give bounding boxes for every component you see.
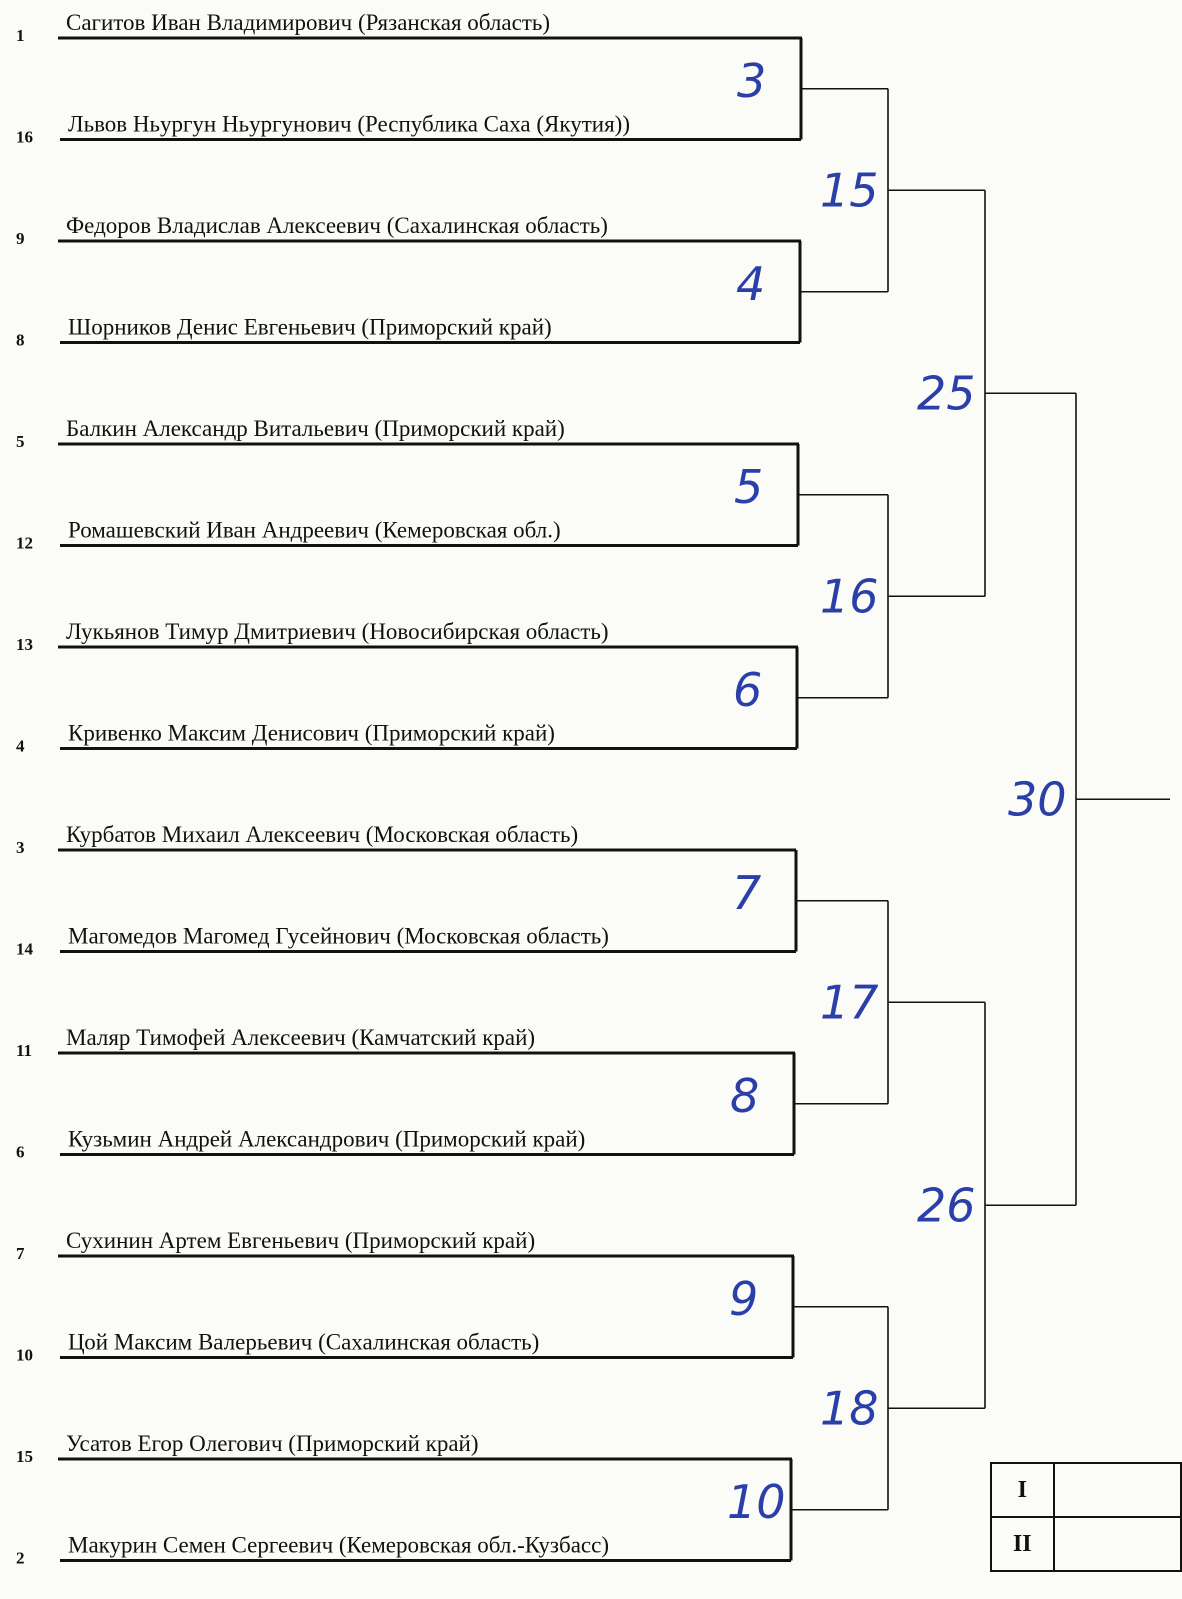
bout-number: 18 [820, 1381, 879, 1436]
participant-name: Маляр Тимофей Алексеевич (Камчатский край) [66, 1025, 536, 1050]
seed-number: 12 [16, 533, 33, 553]
participant-name: Лукьянов Тимур Дмитриевич (Новосибирская область) [66, 619, 609, 644]
participant-name: Магомедов Магомед Гусейнович (Московская область) [68, 923, 609, 949]
participant-name: Ромашевский Иван Андреевич (Кемеровская обл.) [68, 517, 561, 543]
seed-number: 10 [16, 1345, 33, 1365]
bout-number: 15 [820, 163, 879, 218]
participant-name: Федоров Владислав Алексеевич (Сахалинская область) [66, 213, 608, 238]
bout-number: 3 [737, 53, 767, 108]
place-value [1054, 1463, 1181, 1517]
seed-number: 15 [16, 1447, 33, 1466]
place-row-second [991, 1517, 1181, 1571]
seed-number: 3 [16, 838, 25, 857]
participant-name: Сагитов Иван Владимирович (Рязанская область) [66, 10, 551, 35]
seed-number: 6 [16, 1142, 25, 1162]
seed-number: 16 [16, 127, 33, 147]
seed-number: 14 [16, 939, 33, 959]
participant-name: Цой Максим Валерьевич (Сахалинская область) [68, 1329, 540, 1355]
seed-number: 13 [16, 635, 33, 654]
bout-number: 30 [1008, 772, 1067, 827]
seed-number: 11 [16, 1041, 33, 1060]
bout-number: 8 [730, 1068, 760, 1123]
seed-number: 8 [16, 330, 25, 350]
seed-number: 5 [16, 432, 25, 451]
place-label: II [991, 1517, 1054, 1571]
participant-name: Сухинин Артем Евгеньевич (Приморский край) [66, 1228, 536, 1253]
seed-number: 4 [16, 736, 25, 756]
participant-name: Усатов Егор Олегович (Приморский край) [66, 1431, 479, 1456]
seed-number: 7 [16, 1244, 25, 1263]
bout-number: 17 [820, 975, 879, 1030]
bout-number: 4 [736, 256, 766, 311]
bout-number: 6 [733, 662, 763, 717]
participant-name: Кузьмин Андрей Александрович (Приморский край) [68, 1126, 586, 1152]
participant-name: Балкин Александр Витальевич (Приморский край) [66, 416, 565, 441]
participant-name: Шорников Денис Евгеньевич (Приморский край) [68, 314, 552, 340]
seed-number: 9 [16, 229, 25, 248]
bout-number: 7 [732, 865, 762, 920]
seed-number: 2 [16, 1548, 25, 1568]
place-value [1054, 1517, 1181, 1571]
participant-name: Курбатов Михаил Алексеевич (Московская область) [66, 822, 579, 847]
bout-number: 25 [917, 366, 976, 421]
participant-name: Кривенко Максим Денисович (Приморский край) [68, 720, 555, 746]
seed-number: 1 [16, 26, 25, 45]
bout-number: 26 [917, 1178, 976, 1233]
participant-name: Львов Ньургун Ньургунович (Республика Саха (Якутия)) [68, 111, 630, 137]
bout-number: 5 [734, 459, 764, 514]
bout-number: 9 [729, 1271, 759, 1326]
place-label: I [991, 1463, 1054, 1517]
place-row-first [991, 1463, 1181, 1517]
bout-number: 10 [727, 1474, 786, 1529]
bout-number: 16 [820, 569, 879, 624]
places-table [990, 1462, 1182, 1572]
participant-name: Макурин Семен Сергеевич (Кемеровская обл.-Кузбасс) [68, 1532, 609, 1558]
